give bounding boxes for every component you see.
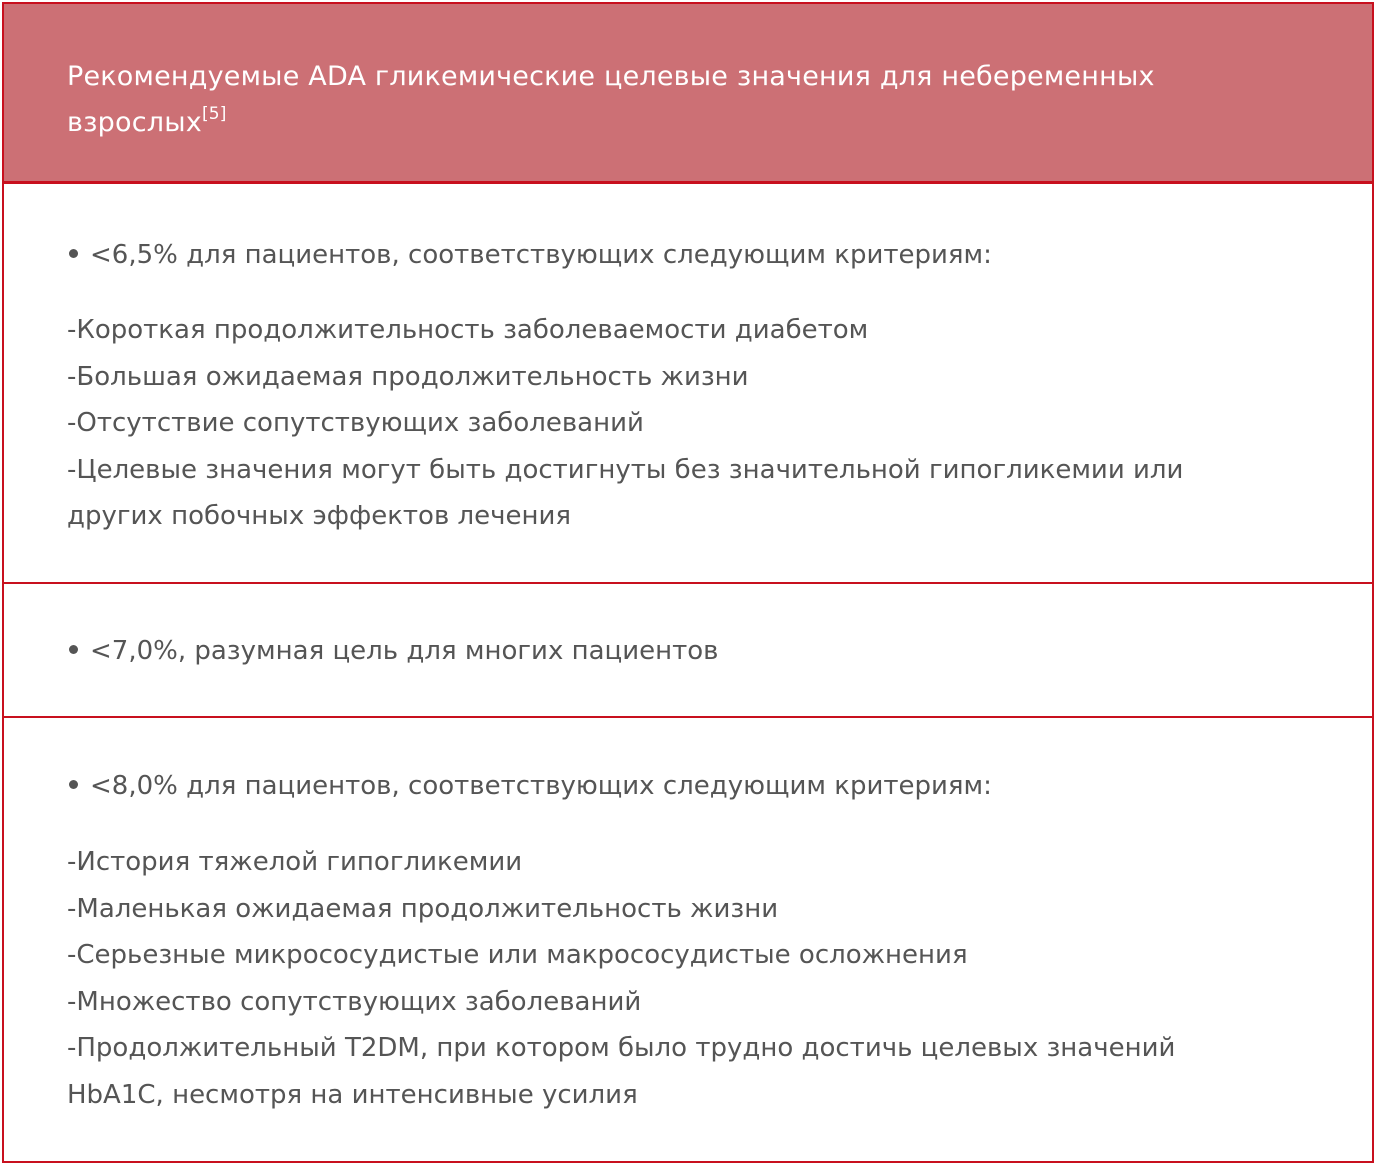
table-row [4,718,1372,1161]
criteria-item: -Целевые значения могут быть достигнуты без значительной гипогликемии или [67,454,1184,485]
criteria-item: -Маленькая ожидаемая продолжительность жизни [67,893,779,924]
table-row [4,584,1372,718]
reference-link[interactable]: [5] [201,104,227,124]
target-text: <7,0%, разумная цель для многих пациентов [90,636,719,666]
table-header [4,4,1372,184]
criteria-item: -Серьезные микрососудистые или макрососудистые осложнения [67,940,968,970]
target-bullet [67,763,992,809]
criteria-list [67,307,1307,540]
table-title [67,54,1227,146]
criteria-item: других побочных эффектов лечения [67,501,572,531]
criteria-item: -Короткая продолжительность заболеваемости диабетом [67,315,869,345]
criteria-item: -Большая ожидаемая продолжительность жизни [67,361,749,392]
criteria-item: -Продолжительный T2DM, при котором было трудно достичь целевых значений [67,1033,1176,1063]
target-text: <6,5% для пациентов, соответствующих следующим критериям: [90,240,992,270]
target-bullet [67,232,992,278]
glycemic-targets-table [2,2,1374,1163]
target-bullet [67,628,719,674]
criteria-list [67,839,1307,1118]
table-row [4,184,1372,584]
bullet-icon [69,645,78,654]
target-text: <8,0% для пациентов, соответствующих следующим критериям: [90,771,992,801]
bullet-icon [69,780,78,789]
criteria-item: -История тяжелой гипогликемии [67,847,523,877]
bullet-icon [69,249,78,258]
title-line-1: Рекомендуемые ADA гликемические целевые значения для небеременных [67,61,1155,92]
criteria-item: HbA1C, несмотря на интенсивные усилия [67,1079,638,1110]
title-line-2: взрослых [67,107,202,138]
criteria-item: -Множество сопутствующих заболеваний [67,986,642,1017]
criteria-item: -Отсутствие сопутствующих заболеваний [67,408,644,438]
